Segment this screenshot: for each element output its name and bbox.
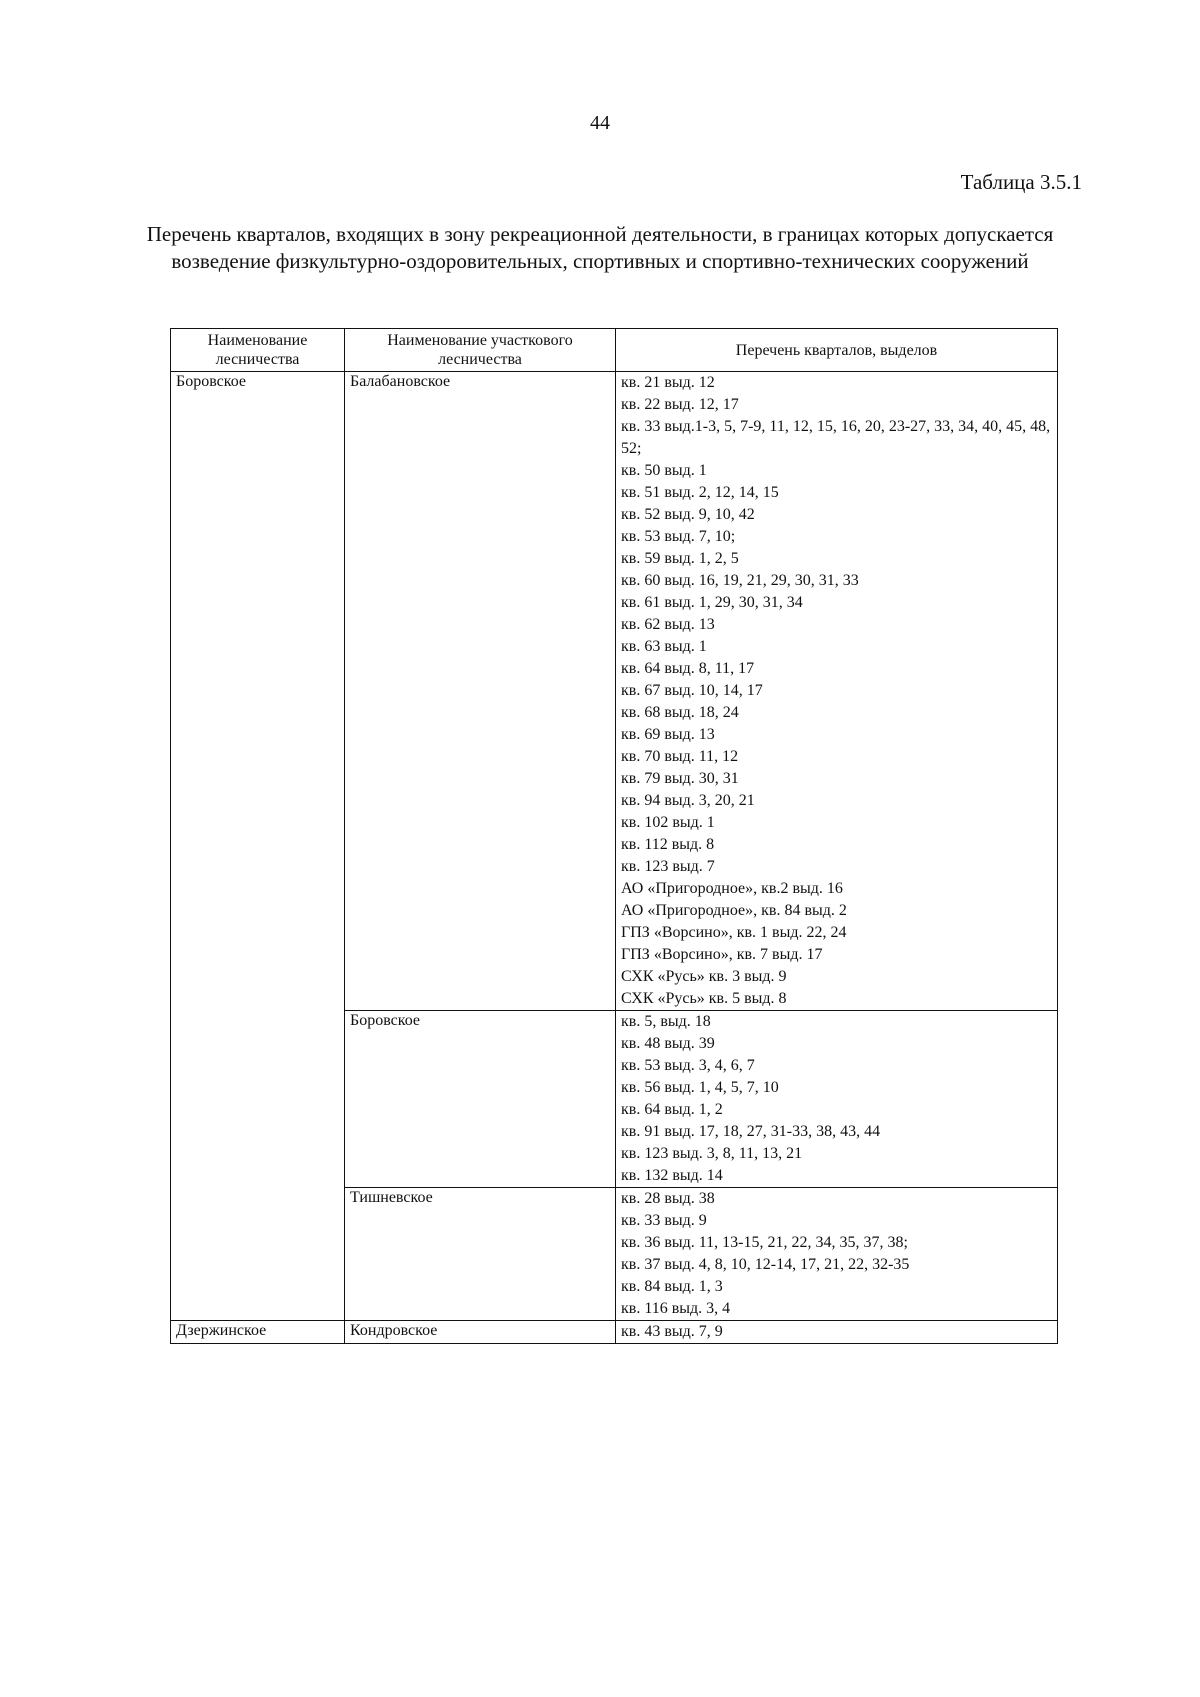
table-body [171,372,1058,1344]
quarter-entry: кв. 52 выд. 9, 10, 42 [621,506,755,523]
forestry-cell: Дзержинское [171,1321,345,1344]
quarter-entry: кв. 21 выд. 12 [621,374,715,391]
quarter-entry: кв. 63 выд. 1 [621,638,707,655]
district-cell: Тишневское [345,1188,616,1321]
quarter-entry: кв. 84 выд. 1, 3 [621,1278,723,1295]
quarter-entry: кв. 112 выд. 8 [621,836,715,853]
quarter-list-cell [616,1188,1058,1321]
quarter-entry: кв. 61 выд. 1, 29, 30, 31, 34 [621,594,803,611]
quarter-entry: кв. 70 выд. 11, 12 [621,748,739,765]
quarter-entry: кв. 51 выд. 2, 12, 14, 15 [621,484,779,501]
quarter-list-cell [616,372,1058,1011]
quarter-entry: СХК «Русь» кв. 3 выд. 9 [621,968,787,985]
quarter-entry: кв. 53 выд. 7, 10; [621,528,736,545]
quarters-table [170,328,1058,1344]
quarter-entry: кв. 60 выд. 16, 19, 21, 29, 30, 31, 33 [621,572,859,589]
quarter-entry: кв. 69 выд. 13 [621,726,715,743]
quarter-entry: кв. 59 выд. 1, 2, 5 [621,550,739,567]
quarter-entry: кв. 33 выд.1-3, 5, 7-9, 11, 12, 15, 16, 20, 23-27, 33, 34, 40, 45, 48, 52; [621,418,1051,457]
quarter-entry: кв. 68 выд. 18, 24 [621,704,739,721]
quarter-entry: АО «Пригородное», кв. 84 выд. 2 [621,902,847,919]
quarter-list-cell [616,1011,1058,1188]
quarter-list-cell [616,1321,1058,1344]
quarter-entry: кв. 48 выд. 39 [621,1035,715,1052]
quarter-entry: кв. 132 выд. 14 [621,1167,723,1184]
header-quarter-list: Перечень кварталов, выделов [616,329,1058,372]
table-header-row [171,329,1058,372]
table-row [171,372,1058,1011]
quarter-entry: кв. 43 выд. 7, 9 [621,1323,723,1340]
document-title: Перечень кварталов, входящих в зону рекреационной деятельности, в границах которых допускается возведение физкультурно-оздоровительных, спортивных и спортивно-технических сооружений [146,222,1054,273]
district-cell: Балабановское [345,372,616,1011]
quarter-entry: кв. 116 выд. 3, 4 [621,1300,731,1317]
table-label: Таблица 3.5.1 [960,170,1082,194]
quarter-entry: ГПЗ «Ворсино», кв. 1 выд. 22, 24 [621,924,847,941]
page-number: 44 [590,112,610,134]
district-cell: Кондровское [345,1321,616,1344]
quarter-entry: кв. 102 выд. 1 [621,814,715,831]
quarter-entry: кв. 50 выд. 1 [621,462,707,479]
quarter-entry: кв. 36 выд. 11, 13-15, 21, 22, 34, 35, 37, 38; [621,1234,908,1251]
quarter-entry: кв. 22 выд. 12, 17 [621,396,739,413]
quarter-entry: кв. 62 выд. 13 [621,616,715,633]
quarter-entry: кв. 123 выд. 7 [621,858,715,875]
quarter-entry: кв. 53 выд. 3, 4, 6, 7 [621,1057,755,1074]
quarter-entry: кв. 67 выд. 10, 14, 17 [621,682,763,699]
quarter-entry: АО «Пригородное», кв.2 выд. 16 [621,880,843,897]
quarter-entry: кв. 79 выд. 30, 31 [621,770,739,787]
header-forestry: Наименование лесничества [171,329,345,372]
quarter-entry: кв. 28 выд. 38 [621,1190,715,1207]
quarter-entry: кв. 37 выд. 4, 8, 10, 12-14, 17, 21, 22, 32-35 [621,1256,910,1273]
quarter-entry: кв. 5, выд. 18 [621,1013,711,1030]
quarter-entry: кв. 123 выд. 3, 8, 11, 13, 21 [621,1145,803,1162]
district-cell: Боровское [345,1011,616,1188]
quarter-entry: кв. 33 выд. 9 [621,1212,707,1229]
quarter-entry: кв. 64 выд. 8, 11, 17 [621,660,755,677]
table-row [171,1321,1058,1344]
quarter-entry: ГПЗ «Ворсино», кв. 7 выд. 17 [621,946,823,963]
quarter-entry: кв. 91 выд. 17, 18, 27, 31-33, 38, 43, 44 [621,1123,881,1140]
header-district: Наименование участкового лесничества [345,329,616,372]
quarter-entry: кв. 56 выд. 1, 4, 5, 7, 10 [621,1079,779,1096]
quarter-entry: кв. 94 выд. 3, 20, 21 [621,792,755,809]
quarter-entry: СХК «Русь» кв. 5 выд. 8 [621,990,787,1007]
quarter-entry: кв. 64 выд. 1, 2 [621,1101,723,1118]
forestry-cell: Боровское [171,372,345,1321]
